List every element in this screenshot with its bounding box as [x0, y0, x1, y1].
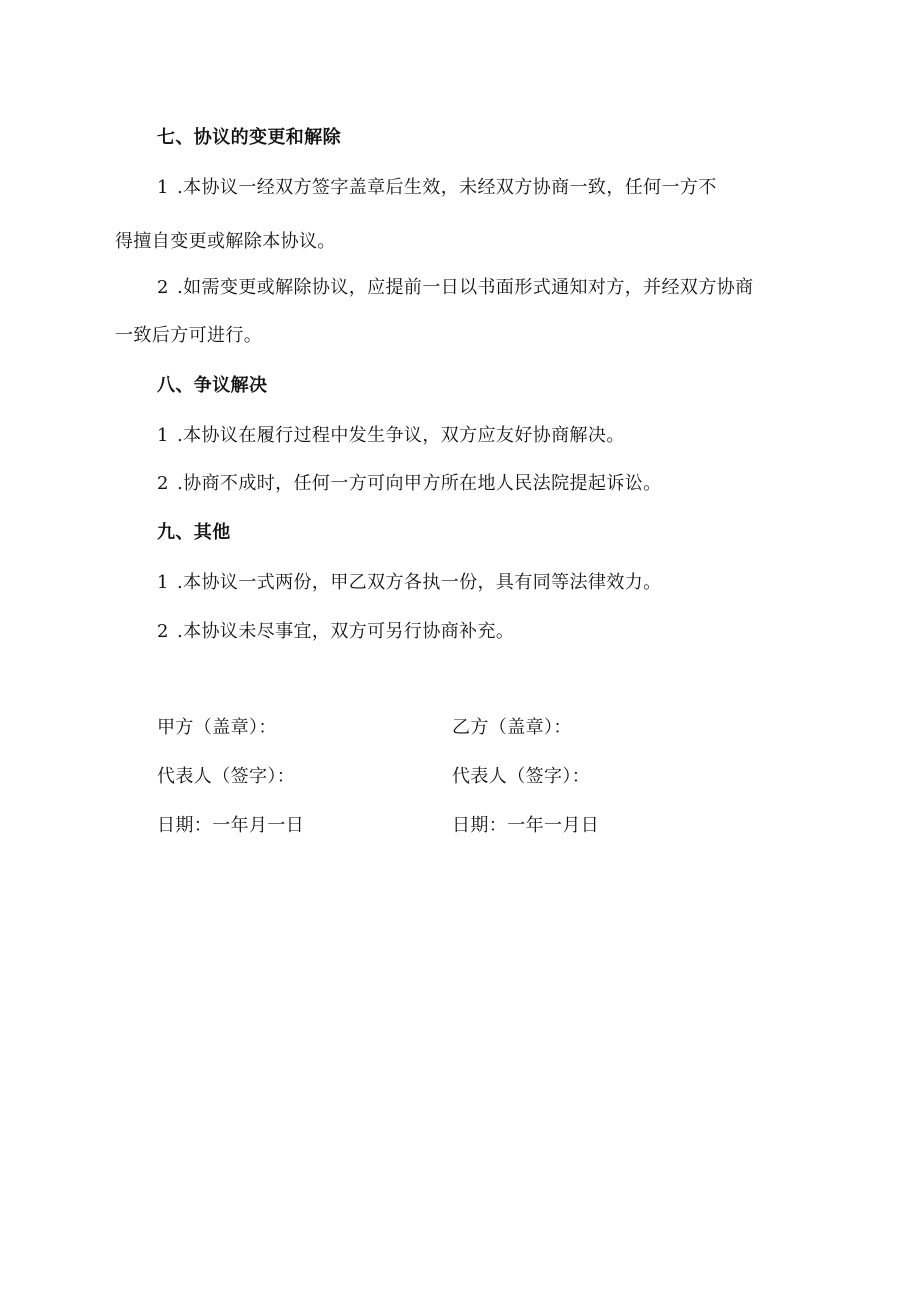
party-b-date-label: 日期：一年一月日 — [452, 815, 600, 836]
section-heading-8: 八、争议解决 — [157, 375, 268, 396]
clause-number: 2 — [157, 473, 169, 494]
section-heading-7: 七、协议的变更和解除 — [157, 127, 341, 148]
section-heading-9: 九、其他 — [157, 522, 231, 543]
clause-text: .协商不成时，任何一方可向甲方所在地人民法院提起诉讼。 — [177, 473, 662, 494]
clause-text: .本协议在履行过程中发生争议，双方应友好协商解决。 — [177, 425, 625, 446]
clause-number: 1 — [157, 425, 169, 446]
clause-text: .本协议一经双方签字盖章后生效，未经双方协商一致，任何一方不 — [177, 177, 717, 198]
clause-8-2 — [157, 472, 662, 496]
clause-text: .本协议一式两份，甲乙双方各执一份，具有同等法律效力。 — [177, 572, 662, 593]
clause-text: .如需变更或解除协议，应提前一日以书面形式通知对方，并经双方协商 — [177, 277, 754, 298]
clause-number: 1 — [157, 177, 169, 198]
party-b-seal-label: 乙方（盖章）： — [452, 717, 572, 738]
party-b-representative-label: 代表人（签字）： — [452, 766, 591, 787]
clause-number: 1 — [157, 572, 169, 593]
clause-8-1 — [157, 424, 625, 448]
clause-9-2 — [157, 620, 514, 644]
clause-7-1 — [157, 176, 717, 200]
clause-number: 2 — [157, 277, 169, 298]
clause-9-1 — [157, 571, 662, 595]
clause-7-2 — [157, 276, 754, 300]
clause-7-2-continued: 一致后方可进行。 — [115, 325, 263, 346]
party-a-representative-label: 代表人（签字）： — [157, 766, 296, 787]
clause-7-1-continued: 得擅自变更或解除本协议。 — [115, 231, 336, 252]
party-a-date-label: 日期：一年月一日 — [157, 815, 305, 836]
party-a-seal-label: 甲方（盖章）： — [157, 717, 277, 738]
clause-number: 2 — [157, 621, 169, 642]
clause-text: .本协议未尽事宜，双方可另行协商补充。 — [177, 621, 515, 642]
